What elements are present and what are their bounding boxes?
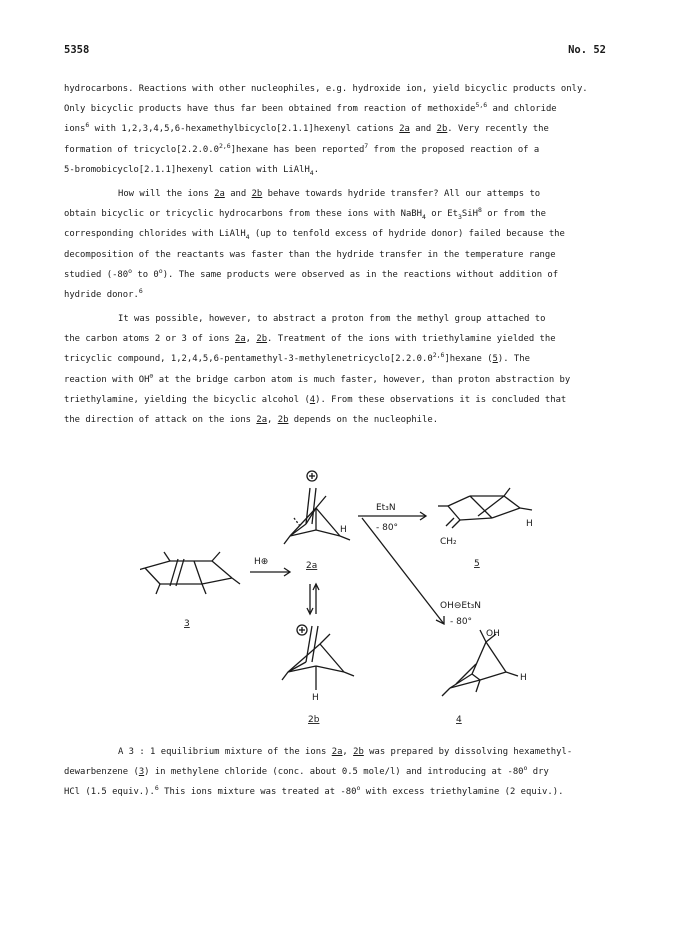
text-line: hydrocarbons. Reactions with other nucleophiles, e.g. hydroxide ion, yield bicyclic products only. xyxy=(64,84,588,94)
text-line: formation of tricyclo[2.2.0.0$^{2,6}$]hexane has been reported$^7$ from the proposed reaction of a xyxy=(64,141,540,155)
experimental-paragraph xyxy=(64,742,620,803)
text-line: reaction with OH⊖ at the bridge carbon atom is much faster, however, than proton abstraction by xyxy=(64,371,571,385)
text-line: A 3 : 1 equilibrium mixture of the ions 2a, 2b was prepared by dissolving hexamethyl- xyxy=(118,747,573,757)
text-line: decomposition of the reactants was faster than the hydride transfer in the temperature range xyxy=(64,249,556,260)
reagent-h-plus: H⊕ xyxy=(254,557,269,567)
structure-2b xyxy=(282,625,354,690)
ch2-label: CH₂ xyxy=(440,537,457,547)
text-line: studied (-80$^o$ to 0$^o$). The same products were observed as in the reactions without addition of xyxy=(64,266,559,280)
h-atom-label: H xyxy=(312,693,319,703)
label-compound-5: 5 xyxy=(474,559,480,569)
h-atom-label: H xyxy=(526,519,533,529)
text-line: HCl (1.5 equiv.).$^6$ This ions mixture was treated at -80$^o$ with excess triethylamine (2 equiv.). xyxy=(64,784,564,798)
body-text xyxy=(64,79,620,430)
text-line: 5-bromobicyclo[2.1.1]hexenyl cation with LiAlH$_4$. xyxy=(64,164,320,177)
h-atom-label: H xyxy=(520,673,527,683)
reagent-et3n: Et₃N xyxy=(376,503,396,513)
oh-label: OH xyxy=(486,629,500,639)
structure-3 xyxy=(140,552,240,594)
structure-5 xyxy=(438,488,532,528)
text-line: obtain bicyclic or tricyclic hydrocarbons from these ions with NaBH$_4$ or $Et_3SiH^8$ or from the xyxy=(64,206,546,221)
text-line: corresponding chlorides with LiAlH$_4$ (up to tenfold excess of hydride donor) failed because the xyxy=(64,229,565,242)
journal-number: No. 52 xyxy=(568,44,606,56)
text-line: It was possible, however, to abstract a proton from the methyl group attached to xyxy=(118,314,546,325)
text-line: dewarbenzene (3) in methylene chloride (conc. about 0.5 mole/l) and introducing at -80$^o$ dry xyxy=(64,764,549,778)
text-line: hydride donor.$^6$ xyxy=(64,286,143,300)
hydroxide-arrow xyxy=(362,518,444,624)
label-compound-2b: 2b xyxy=(308,715,320,725)
text-line: Only bicyclic products have thus far been obtained from reaction of methoxide$^{5,6}$ and chloride xyxy=(64,101,557,115)
structure-4 xyxy=(442,630,518,696)
reagent-oh-et3n: OH⊖Et₃N xyxy=(440,601,481,611)
text-line: ions$^6$ with 1,2,3,4,5,6-hexamethylbicyclo[2.1.1]hexenyl cations 2a and 2b. Very recently the xyxy=(64,121,549,135)
text-line: the direction of attack on the ions 2a, 2b depends on the nucleophile. xyxy=(64,415,439,425)
reaction-scheme xyxy=(140,466,560,736)
temperature-bottom: - 80° xyxy=(450,617,473,627)
text-line: How will the ions 2a and 2b behave towards hydride transfer? All our attemps to xyxy=(118,188,541,199)
label-compound-3: 3 xyxy=(184,619,190,629)
h-atom-label: H xyxy=(340,525,347,535)
label-compound-2a: 2a xyxy=(306,561,318,571)
temperature-top: - 80° xyxy=(376,523,399,533)
structure-2a xyxy=(284,488,350,544)
text-line: tricyclic compound, 1,2,4,5,6-pentamethyl-3-methylenetricyclo[2.2.0.0$^{2,6}$]hexane (5). The xyxy=(64,351,530,365)
label-compound-4: 4 xyxy=(456,715,462,725)
text-line: triethylamine, yielding the bicyclic alcohol (4). From these observations it is concluded that xyxy=(64,394,567,405)
page-number: 5358 xyxy=(64,44,90,56)
text-line: the carbon atoms 2 or 3 of ions 2a, 2b. Treatment of the ions with triethylamine yielded the xyxy=(64,334,556,345)
